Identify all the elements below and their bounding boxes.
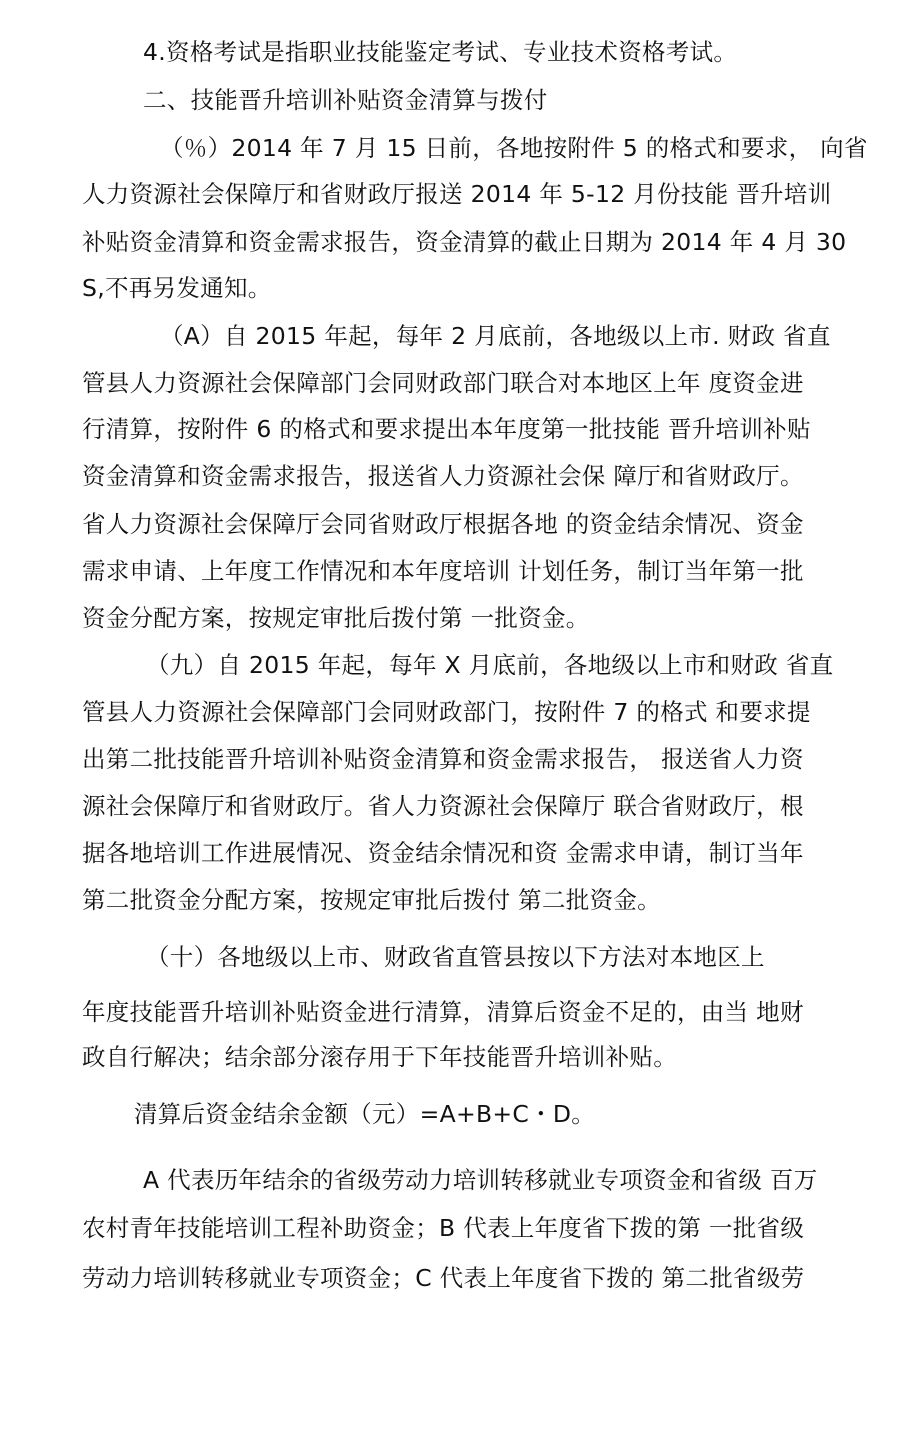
- text-line: 4.资格考试是指职业技能鉴定考试、专业技术资格考试。: [143, 38, 738, 66]
- text-line: 补贴资金清算和资金需求报告，资金清算的截止日期为 2014 年 4 月 30: [82, 228, 847, 256]
- text-line: 据各地培训工作进展情况、资金结余情况和资 金需求申请，制订当年: [82, 839, 804, 867]
- text-line: 需求申请、上年度工作情况和本年度培训 计划任务，制订当年第一批: [82, 557, 804, 585]
- text-line: 第二批资金分配方案，按规定审批后拨付 第二批资金。: [82, 886, 661, 914]
- text-line: 管县人力资源社会保障部门会同财政部门联合对本地区上年 度资金进: [82, 369, 804, 397]
- text-line: （九）自 2015 年起，每年 X 月底前，各地级以上市和财政 省直: [146, 651, 834, 679]
- text-line: 人力资源社会保障厅和省财政厅报送 2014 年 5-12 月份技能 晋升培训: [82, 180, 832, 208]
- text-line: 劳动力培训转移就业专项资金；C 代表上年度省下拨的 第二批省级劳: [82, 1264, 805, 1292]
- text-line: A 代表历年结余的省级劳动力培训转移就业专项资金和省级 百万: [143, 1166, 818, 1194]
- text-line: （％）2014 年 7 月 15 日前，各地按附件 5 的格式和要求， 向省: [160, 134, 868, 162]
- text-line: S,不再另发通知。: [82, 274, 272, 302]
- text-line: 年度技能晋升培训补贴资金进行清算，清算后资金不足的，由当 地财: [82, 998, 804, 1026]
- text-line: 出第二批技能晋升培训补贴资金清算和资金需求报告， 报送省人力资: [82, 745, 804, 773]
- text-line: 行清算，按附件 6 的格式和要求提出本年度第一批技能 晋升培训补贴: [82, 415, 811, 443]
- section-heading: 二、技能晋升培训补贴资金清算与拨付: [143, 86, 548, 114]
- text-line: 资金清算和资金需求报告，报送省人力资源社会保 障厅和省财政厅。: [82, 462, 804, 490]
- text-line: 政自行解决；结余部分滚存用于下年技能晋升培训补贴。: [82, 1043, 677, 1071]
- text-line: 资金分配方案，按规定审批后拨付第 一批资金。: [82, 604, 590, 632]
- text-line: （A）自 2015 年起，每年 2 月底前，各地级以上市. 财政 省直: [160, 322, 831, 350]
- text-line: （十）各地级以上市、财政省直管县按以下方法对本地区上: [146, 943, 765, 971]
- formula-line: 清算后资金结余金额（元）=A+B+C・D。: [134, 1100, 596, 1128]
- text-line: 农村青年技能培训工程补助资金；B 代表上年度省下拨的第 一批省级: [82, 1214, 805, 1242]
- text-line: 源社会保障厅和省财政厅。省人力资源社会保障厅 联合省财政厅，根: [82, 792, 804, 820]
- text-line: 省人力资源社会保障厅会同省财政厅根据各地 的资金结余情况、资金: [82, 510, 804, 538]
- text-line: 管县人力资源社会保障部门会同财政部门，按附件 7 的格式 和要求提: [82, 698, 811, 726]
